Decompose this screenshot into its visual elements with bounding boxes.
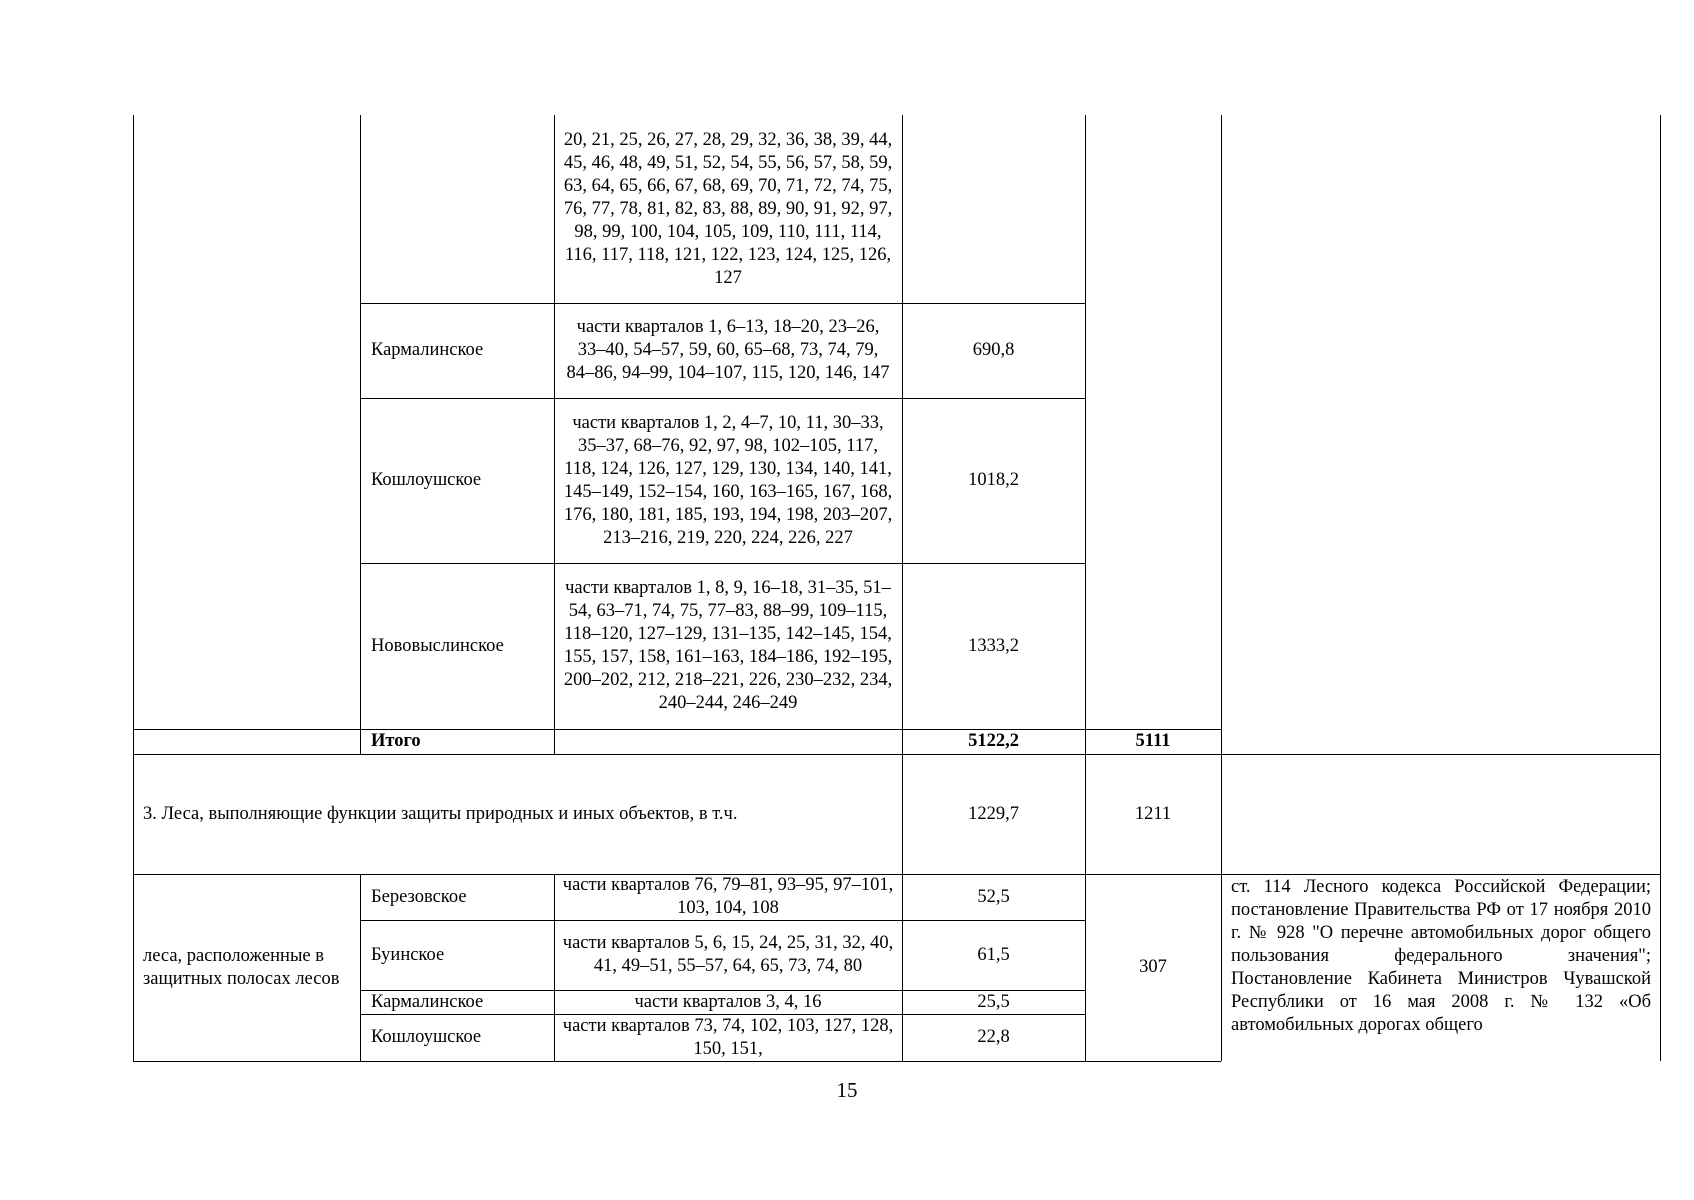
forestry-name-text: Буинское xyxy=(371,944,445,965)
quarters-continuation-text: 20, 21, 25, 26, 27, 28, 29, 32, 36, 38, 39, 44, 45, 46, 48, 49, 51, 52, 54, 55, 56, 57, 58, 59, 63, 64, 65, 66, 67, 68, 69, 70, 71, 72, 74, 75, 76, 77, 78, 81, 82, 83, 88, 89, 90, 91, 92, 97, 98, 99, 100, 104, 105, 109, 110, 111, 114, 116, 117, 118, 121, 122, 123, 124, 125, 126, 127 xyxy=(563,129,893,288)
quarters-text: части кварталов 3, 4, 16 xyxy=(634,991,822,1012)
group-quarters-4 xyxy=(562,1014,894,1061)
group-area-3 xyxy=(902,990,1085,1014)
section3-label-text: 3. Леса, выполняющие функции защиты природных и иных объектов, в т.ч. xyxy=(143,803,738,824)
group-label-text: леса, расположенные в защитных полосах лесов xyxy=(143,945,340,989)
group-label xyxy=(143,874,353,1061)
page-number: 15 xyxy=(836,1078,858,1102)
total-label xyxy=(371,729,551,754)
forestry-name-text: Кармалинское xyxy=(371,340,484,360)
quarters-text: части кварталов 1, 8, 9, 16–18, 31–35, 51–54, 63–71, 74, 75, 77–83, 88–99, 109–115, 118–120, 127–129, 131–135, 142–145, 154, 155, 157, 158, 161–163, 184–186, 192–195, 200–202, 212, 218–221, 226, 230–232, 234, 240–244, 246–249 xyxy=(563,578,893,713)
forestry-name-2 xyxy=(371,398,551,563)
area-cell-2 xyxy=(902,398,1085,563)
group-forestry-1 xyxy=(371,874,551,920)
group-quarters-2 xyxy=(562,920,894,990)
area-text: 690,8 xyxy=(972,340,1015,360)
area-text: 52,5 xyxy=(977,886,1010,907)
area-text: 1018,2 xyxy=(968,470,1019,490)
forestry-name-text: Кармалинское xyxy=(371,991,484,1012)
total-value xyxy=(1085,729,1221,754)
quarters-text: части кварталов 1, 2, 4–7, 10, 11, 30–33, 35–37, 68–76, 92, 97, 98, 102–105, 117, 118, 124, 126, 127, 129, 130, 134, 140, 141, 145–149, 152–154, 160, 163–165, 167, 168, 176, 180, 181, 185, 193, 194, 198, 203–207, 213–216, 219, 220, 224, 226, 227 xyxy=(563,412,893,548)
area-text: 61,5 xyxy=(977,944,1010,965)
area-text: 25,5 xyxy=(977,991,1010,1012)
group-area-2 xyxy=(902,920,1085,990)
quarters-text: части кварталов 1, 6–13, 18–20, 23–26, 33–40, 54–57, 59, 60, 65–68, 73, 74, 79, 84–86, 94–99, 104–107, 115, 120, 146, 147 xyxy=(566,317,890,383)
section3-area xyxy=(902,754,1085,874)
group-value-text: 307 xyxy=(1139,957,1167,977)
area-text: 1333,2 xyxy=(968,635,1019,656)
section3-value xyxy=(1085,754,1221,874)
legal-basis xyxy=(1231,876,1651,1061)
section3-label xyxy=(143,754,898,874)
section3-area-text: 1229,7 xyxy=(968,803,1019,824)
group-forestry-2 xyxy=(371,920,551,990)
group-forestry-3 xyxy=(371,990,551,1014)
group-area-1 xyxy=(902,874,1085,920)
quarters-text: части кварталов 73, 74, 102, 103, 127, 128, 150, 151, xyxy=(562,1015,894,1059)
quarters-text: части кварталов 5, 6, 15, 24, 25, 31, 32, 40, 41, 49–51, 55–57, 64, 65, 73, 74, 80 xyxy=(562,933,894,976)
legal-basis-text: ст. 114 Лесного кодекса Российской Федерации; постановление Правительства РФ от 17 ноября 2010 г. № 928 "О перечне автомобильных дорог общего пользования федерального значения"; Постановление Кабинета Министров Чувашской Республики от 16 мая 2008 г. № 132 «Об автомобильных дорогах общего xyxy=(1231,877,1651,1035)
group-area-4 xyxy=(902,1014,1085,1061)
group-quarters-3 xyxy=(562,990,894,1014)
forestry-name-text: Кошлоушское xyxy=(371,1027,482,1047)
group-quarters-1 xyxy=(562,874,894,920)
quarters-cell-3 xyxy=(562,563,894,729)
forestry-name-text: Березовское xyxy=(371,886,467,907)
quarters-continuation xyxy=(562,115,894,303)
area-cell-3 xyxy=(902,563,1085,729)
total-value-text: 5111 xyxy=(1135,731,1171,751)
group-value xyxy=(1085,874,1221,1061)
forestry-name-text: Нововыслинское xyxy=(371,635,504,656)
group-forestry-4 xyxy=(371,1014,551,1061)
forestry-name-1 xyxy=(371,303,551,398)
area-cell-1 xyxy=(902,303,1085,398)
section3-value-text: 1211 xyxy=(1134,803,1172,824)
forestry-name-3 xyxy=(371,563,551,729)
total-label-text: Итого xyxy=(371,731,421,751)
quarters-cell-2 xyxy=(562,398,894,563)
total-area xyxy=(902,729,1085,754)
area-text: 22,8 xyxy=(977,1027,1010,1047)
total-area-text: 5122,2 xyxy=(968,731,1019,751)
quarters-text: части кварталов 76, 79–81, 93–95, 97–101, 103, 104, 108 xyxy=(562,875,894,918)
quarters-cell-1 xyxy=(562,303,894,398)
forestry-name-text: Кошлоушское xyxy=(371,470,482,490)
